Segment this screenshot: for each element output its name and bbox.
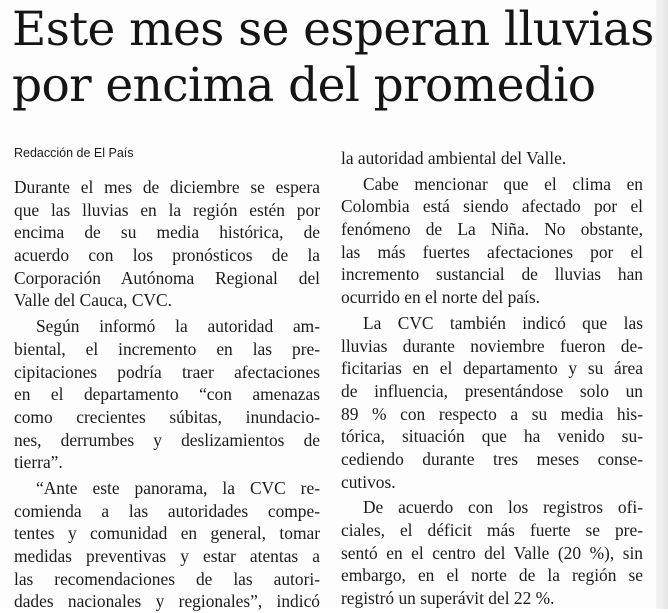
article-column-left (14, 176, 320, 613)
text-line: acuerdo con los pronósticos de la (14, 245, 320, 266)
article-column-right (341, 147, 643, 610)
text-line: como crecientes súbitas, inundacio- (14, 406, 320, 427)
text-line: lluvias durante noviembre fueron de- (341, 335, 643, 356)
text-line: ocurrido en el norte del país. (341, 287, 540, 308)
text-line: Corporación Autónoma Regional del (14, 267, 320, 288)
text-line: la autoridad ambiental del Valle. (341, 148, 567, 168)
text-line: ciales, el déficit más fuerte se pre- (341, 520, 643, 540)
paragraph (14, 477, 320, 613)
text-line: cediendo durante tres meses conse- (341, 448, 643, 469)
paragraph (14, 315, 320, 474)
headline-line: Este mes se esperan lluvias (12, 2, 654, 57)
text-line: nes, derrumbes y deslizamientos de (14, 429, 320, 450)
text-line: Cabe mencionar que el clima en (363, 173, 643, 194)
paragraph (341, 147, 643, 170)
text-line: sentó en el centro del Valle (20 %), sin (341, 542, 643, 563)
text-line: tierra”. (14, 452, 63, 473)
text-line: incremento sustancial de lluvias han (341, 264, 643, 285)
text-line: 89 % con respecto a su media his- (341, 403, 643, 424)
text-line: las recomendaciones de las autori- (14, 568, 320, 589)
text-line: embargo, en el norte de la región se (341, 565, 643, 586)
text-line: medidas preventivas y estar atentas a (14, 546, 320, 566)
text-line: biental, el incremento en las pre- (14, 338, 320, 359)
text-line: La CVC también indicó que las (363, 312, 643, 333)
headline-line: por encima del promedio (12, 58, 596, 113)
text-line: Valle del Cauca, CVC. (14, 290, 172, 311)
article-byline: Redacción de El País (14, 146, 134, 160)
paragraph (341, 173, 643, 309)
text-line: fenómeno de La Niña. No obstante, (341, 219, 643, 240)
text-line: comienda a las autoridades compe- (14, 500, 320, 521)
text-line: Colombia está siendo afectado por el (341, 196, 643, 217)
paragraph (14, 176, 320, 312)
text-line: cipitaciones podría traer afectaciones (14, 361, 320, 382)
text-line: De acuerdo con los registros ofi- (363, 497, 643, 518)
text-line: “Ante este panorama, la CVC re- (36, 477, 320, 498)
text-line: las más fuertes afectaciones por el (341, 241, 643, 262)
article-headline (12, 2, 652, 114)
text-line: dades nacionales y regionales”, indicó (14, 591, 320, 612)
paragraph (341, 496, 643, 609)
text-line: encima de su media histórica, de (14, 222, 320, 243)
text-line: tentes y comunidad en general, tomar (14, 523, 320, 544)
text-line: registró un superávit del 22 %. (341, 588, 555, 609)
text-line: que las lluvias en la región estén por (14, 199, 320, 220)
text-line: ficitarias en el departamento y su área (341, 358, 643, 379)
page-edge-shadow (656, 0, 668, 609)
text-line: Durante el mes de diciembre se espera (14, 177, 320, 197)
text-line: de influencia, presentándose solo un (341, 380, 643, 401)
text-line: tórica, situación que ha venido su- (341, 426, 643, 447)
text-line: Según informó la autoridad am- (36, 316, 320, 337)
paragraph (341, 312, 643, 494)
text-line: en el departamento “con amenazas (14, 384, 320, 405)
text-line: cutivos. (341, 471, 396, 492)
